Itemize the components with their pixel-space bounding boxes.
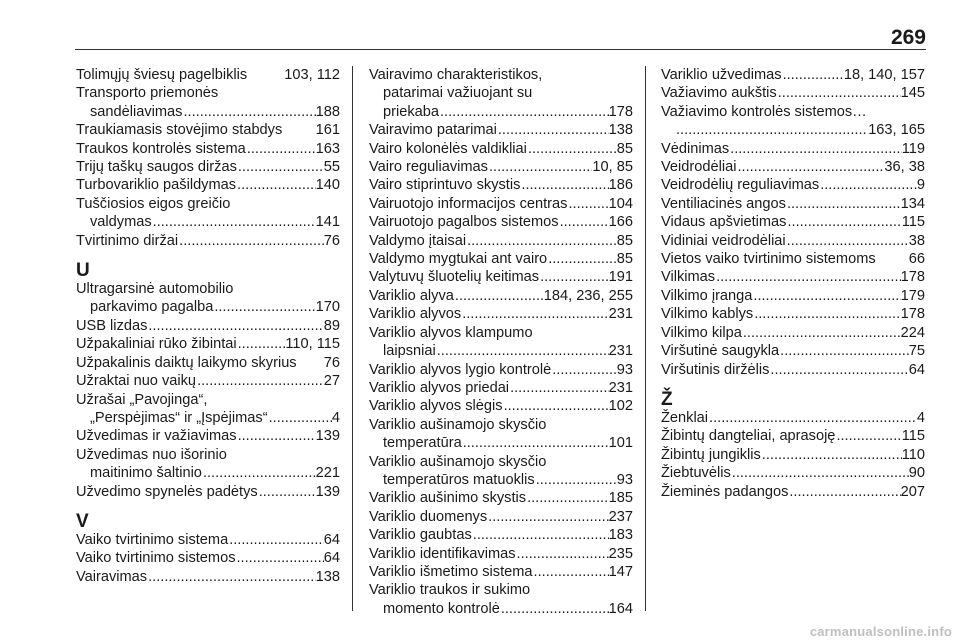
index-entry-term: Užvedimas ir važiavimas [76, 428, 237, 445]
index-entry-term: Variklio alyvos lygio kontrolė [369, 361, 552, 378]
index-entry-pages: 139 [315, 483, 340, 500]
dot-leader [182, 103, 315, 121]
index-entry [661, 268, 925, 286]
index-entry [661, 361, 925, 379]
index-entry-term: Variklio aušinamojo skysčio [369, 416, 547, 433]
index-entry [369, 268, 633, 286]
dot-leader [779, 342, 909, 360]
index-entry [369, 471, 633, 489]
dot-leader [777, 84, 901, 102]
index-entry-term: Užpakaliniai rūko žibintai [76, 336, 237, 353]
index-entry-term: Vairuotojo informacijos centras [369, 195, 568, 212]
index-entry-term: parkavimo pagalba [90, 299, 214, 316]
dot-leader [202, 464, 316, 482]
index-column-2 [369, 66, 633, 618]
index-entry [661, 483, 925, 501]
header-rule [75, 49, 926, 50]
index-entry-term: Tvirtinimo diržai [76, 232, 179, 249]
index-entry-pages: 178 [900, 306, 925, 323]
index-entry-pages: 231 [608, 343, 633, 360]
index-entry-term: Užrašai „Pavojinga“, [76, 391, 208, 408]
index-entry-pages: 231 [608, 306, 633, 323]
index-entry-term: Traukiamasis stovėjimo stabdys [76, 122, 283, 139]
index-entry-pages: 93 [616, 361, 633, 378]
index-column-3 [661, 66, 925, 501]
index-entry-term: momento kontrolė [383, 600, 500, 617]
dot-leader [715, 268, 901, 286]
index-entry-pages: 186 [608, 177, 633, 194]
index-entry [76, 483, 340, 501]
dot-leader [547, 250, 617, 268]
dot-leader [736, 158, 884, 176]
index-entry-term: Vairuotojo pagalbos sistemos [369, 214, 559, 231]
index-entry-term: Vėdinimas [661, 140, 730, 157]
index-entry-pages: 103, 112 [284, 67, 340, 83]
index-entry-term: Užvedimas nuo išorinio [76, 446, 227, 463]
dot-leader [731, 464, 909, 482]
index-entry-pages: 64 [323, 531, 340, 548]
index-letter-heading: V [76, 510, 89, 532]
index-entry [76, 354, 340, 372]
dot-leader [753, 305, 900, 323]
dot-leader [472, 526, 609, 544]
index-entry [369, 361, 633, 379]
index-entry-pages: 4 [331, 409, 340, 426]
dot-leader [436, 342, 609, 360]
index-entry-pages: 10, 85 [592, 159, 633, 176]
index-entry-term: Ventiliacinės angos [661, 195, 786, 212]
index-entry-pages: 38 [908, 232, 925, 249]
index-entry-term: Vairavimo patarimai [369, 122, 497, 139]
index-entry-term: Vairo reguliavimas [369, 159, 488, 176]
dot-leader [462, 434, 609, 452]
index-entry-term: Variklio identifikavimas [369, 545, 516, 562]
index-entry-term: Vaiko tvirtinimo sistemos [76, 550, 236, 567]
dot-leader [729, 140, 902, 158]
index-letter-heading: U [76, 260, 90, 282]
index-entry [369, 508, 633, 526]
index-entry [661, 464, 925, 482]
index-entry [369, 158, 633, 176]
index-entry-term: Vairo kolonėlės valdikliai [369, 140, 527, 157]
dot-leader [237, 158, 324, 176]
dot-leader [535, 471, 617, 489]
dot-leader [466, 232, 617, 250]
index-entry-pages: 89 [323, 317, 340, 334]
index-entry-term: Trijų taškų saugos diržas [76, 159, 237, 176]
index-entry-pages: 119 [901, 140, 925, 157]
index-entry [369, 232, 633, 250]
index-entry-term: Važiavimo aukštis [661, 85, 777, 102]
index-entry-term: Viršutinis diržėlis [661, 361, 770, 378]
index-entry [76, 140, 340, 158]
index-entry-term: priekaba [383, 103, 439, 120]
index-entry [369, 121, 633, 139]
index-entry [76, 464, 340, 482]
index-entry [661, 342, 925, 360]
index-entry [369, 600, 633, 618]
dot-leader [461, 305, 608, 323]
dot-leader [178, 232, 324, 250]
index-entry-term: Variklio aušinamojo skysčio [369, 453, 547, 470]
index-entry-term: Variklio duomenys [369, 508, 488, 525]
index-entry-pages: 139 [315, 428, 340, 445]
index-entry-term: Variklio aušinimo skystis [369, 490, 527, 507]
index-entry [76, 372, 340, 390]
index-entry-term: Vilkimo kablys [661, 306, 754, 323]
index-entry-continuation: patarimai važiuojant su [383, 85, 533, 102]
index-entry-pages: 141 [315, 214, 340, 231]
dot-leader [835, 427, 901, 445]
index-entry-pages: 134 [900, 195, 925, 212]
index-entry-term: Variklio alyva [369, 287, 454, 304]
index-entry-term: Vaiko tvirtinimo sistema [76, 531, 229, 548]
dot-leader [147, 317, 323, 335]
index-entry-term: Žiebtuvėlis [661, 465, 731, 482]
index-entry-pages: 76 [323, 354, 340, 371]
index-entry [369, 140, 633, 158]
dot-leader [236, 549, 324, 567]
index-entry [661, 409, 925, 427]
index-entry-pages: 161 [315, 122, 340, 139]
index-entry-pages: 138 [608, 122, 633, 139]
index-entry-term: valdymas [90, 214, 152, 231]
index-entry-pages: 9 [916, 177, 925, 194]
index-entry [369, 563, 633, 581]
dot-leader [533, 563, 609, 581]
index-entry-pages: 224 [900, 324, 925, 341]
index-entry-pages: 115 [901, 214, 925, 231]
index-entry [661, 305, 925, 323]
index-entry [369, 305, 633, 323]
index-entry-pages: 90 [908, 465, 925, 482]
index-entry [369, 434, 633, 452]
index-entry-term: Ultragarsinė automobilio [76, 281, 234, 298]
dot-leader [152, 213, 316, 231]
index-entry-term: Tuščiosios eigos greičio [76, 195, 231, 212]
index-entry-pages: 140 [315, 177, 340, 194]
index-entry-pages: 102 [608, 398, 633, 415]
index-entry-term: temperatūra [383, 435, 462, 452]
index-entry-term: Valdymo mygtukai ant vairo [369, 251, 548, 268]
index-entry-pages: 85 [616, 140, 633, 157]
index-entry-pages: 145 [900, 85, 925, 102]
index-entry-pages: 191 [608, 269, 633, 286]
index-entry-term: Veidrodėliai [661, 159, 737, 176]
index-entry [76, 232, 340, 250]
dot-leader [527, 140, 617, 158]
index-entry-term: Variklio alyvos priedai [369, 379, 510, 396]
index-entry-pages: 18, 140, 157 [843, 67, 925, 83]
index-entry-term: Vairavimas [76, 568, 148, 585]
index-entry-pages: 110 [901, 446, 925, 463]
index-entry [76, 317, 340, 335]
index-entry-term: Užvedimo spynelės padėtys [76, 483, 258, 500]
dot-leader [551, 361, 617, 379]
index-entry-term: Vairavimo charakteristikos, [369, 67, 543, 83]
index-entry-term: USB lizdas [76, 317, 148, 334]
index-entry-pages: 101 [608, 435, 633, 452]
index-entry-term: Vilkimo įranga [661, 287, 753, 304]
dot-leader [488, 158, 592, 176]
dot-leader [268, 409, 332, 427]
dot-leader [708, 409, 917, 427]
dot-leader [761, 446, 902, 464]
index-entry-term: Vidaus apšvietimas [661, 214, 787, 231]
index-entry [369, 250, 633, 268]
dot-leader [539, 268, 609, 286]
index-entry [661, 287, 925, 305]
column-divider [352, 66, 353, 611]
dot-leader [503, 397, 609, 415]
index-entry-term: Tolimųjų šviesų pagelbiklis [76, 67, 248, 83]
index-entry-term: Ženklai [661, 409, 709, 426]
dot-leader [497, 121, 609, 139]
index-entry [76, 158, 340, 176]
index-entry-pages: 235 [608, 545, 633, 562]
index-entry [661, 176, 925, 194]
index-entry-pages: 75 [908, 343, 925, 360]
index-entry [661, 324, 925, 342]
index-entry [76, 176, 340, 194]
index-entry [661, 121, 925, 139]
page-number: 269 [890, 26, 926, 49]
index-entry [76, 409, 340, 427]
index-entry-pages: 4 [916, 409, 925, 426]
index-entry [76, 427, 340, 445]
index-entry-term: Variklio gaubtas [369, 527, 472, 544]
index-entry [661, 66, 925, 84]
index-entry [369, 397, 633, 415]
index-entry-term: Valytuvų šluotelių keitimas [369, 269, 540, 286]
index-letter-heading: Ž [661, 388, 673, 410]
index-entry [369, 526, 633, 544]
index-entry [369, 176, 633, 194]
index-entry [76, 213, 340, 231]
index-entry-pages: 179 [900, 287, 925, 304]
index-entry-term: Vidiniai veidrodėliai [661, 232, 786, 249]
index-entry [661, 158, 925, 176]
index-entry-term: Užpakalinis daiktų laikymo skyrius [76, 354, 297, 371]
index-entry [369, 103, 633, 121]
index-entry-pages: 221 [315, 465, 340, 482]
dot-leader [675, 121, 868, 139]
index-entry [76, 121, 340, 139]
dot-leader [742, 324, 901, 342]
index-entry-term: sandėliavimas [90, 103, 183, 120]
column-divider [645, 66, 646, 611]
dot-leader [769, 361, 908, 379]
dot-leader [509, 379, 609, 397]
dot-leader [516, 545, 609, 563]
index-entry-pages: 163, 165 [868, 122, 925, 139]
dot-leader [752, 287, 900, 305]
dot-leader [236, 176, 316, 194]
index-entry-pages: 188 [315, 103, 340, 120]
index-entry [369, 287, 633, 305]
dot-leader [520, 176, 608, 194]
watermark: carmanualsonline.info [809, 624, 952, 639]
index-entry-pages: 115 [901, 428, 925, 445]
dot-leader [237, 335, 286, 353]
dot-leader [819, 176, 917, 194]
index-entry-pages: 36, 38 [884, 159, 925, 176]
index-entry-pages: 85 [616, 251, 633, 268]
index-entry [369, 195, 633, 213]
index-entry-term: Važiavimo kontrolės sistemos… [661, 103, 867, 120]
index-entry [76, 549, 340, 567]
index-entry [661, 84, 925, 102]
dot-leader [786, 232, 909, 250]
index-entry-pages: 66 [908, 251, 925, 268]
dot-leader [782, 66, 844, 84]
index-entry-pages: 55 [323, 159, 340, 176]
dot-leader [786, 195, 901, 213]
index-column-1 [76, 66, 340, 586]
index-entry-pages: 76 [323, 232, 340, 249]
index-entry-pages: 27 [323, 373, 340, 390]
index-entry-pages: 138 [315, 568, 340, 585]
index-entry [661, 446, 925, 464]
index-entry [661, 250, 925, 268]
dot-leader [559, 213, 609, 231]
index-entry-term: Variklio alyvos [369, 306, 462, 323]
index-entry-pages: 85 [616, 232, 633, 249]
index-entry-pages: 183 [608, 527, 633, 544]
index-entry [369, 379, 633, 397]
dot-leader [788, 483, 900, 501]
index-entry-term: Variklio alyvos slėgis [369, 398, 503, 415]
index-entry-pages: 147 [608, 563, 633, 580]
index-entry [76, 103, 340, 121]
index-entry-term: Traukos kontrolės sistema [76, 140, 246, 157]
index-entry [369, 489, 633, 507]
index-entry-term: Viršutinė saugykla [661, 343, 780, 360]
index-entry-term: Žieminės padangos [661, 483, 789, 500]
index-entry-term: temperatūros matuoklis [383, 471, 535, 488]
index-entry-pages: 178 [608, 103, 633, 120]
index-entry-pages: 64 [323, 550, 340, 567]
index-entry-term: Valdymo įtaisai [369, 232, 467, 249]
index-entry-pages: 164 [608, 600, 633, 617]
dot-leader [454, 287, 544, 305]
index-entry-term: Užraktai nuo vaikų [76, 373, 197, 390]
dot-leader [439, 103, 609, 121]
index-entry-term: Vilkimo kilpa [661, 324, 742, 341]
index-entry-pages: 231 [608, 379, 633, 396]
index-entry-pages: 184, 236, 255 [543, 287, 633, 304]
index-entry-pages: 178 [900, 269, 925, 286]
dot-leader [567, 195, 608, 213]
dot-leader [500, 600, 609, 618]
index-entry [369, 213, 633, 231]
index-entry [76, 298, 340, 316]
index-entry-term: Vietos vaiko tvirtinimo sistemoms [661, 251, 876, 268]
dot-leader [237, 427, 316, 445]
index-entry-pages: 163 [315, 140, 340, 157]
index-entry-pages: 185 [608, 490, 633, 507]
index-entry [76, 66, 340, 84]
index-entry-term: Veidrodėlių reguliavimas [661, 177, 820, 194]
dot-leader [228, 531, 324, 549]
index-entry-pages: 207 [900, 483, 925, 500]
index-entry-term: Variklio išmetimo sistema [369, 563, 533, 580]
index-entry-term: laipsniai [383, 343, 436, 360]
index-entry [369, 342, 633, 360]
index-entry [76, 568, 340, 586]
index-entry-pages: 64 [908, 361, 925, 378]
index-entry-term: Variklio traukos ir sukimo [369, 582, 531, 599]
dot-leader [147, 568, 316, 586]
dot-leader [213, 298, 315, 316]
index-entry-pages: 110, 115 [285, 336, 340, 353]
index-entry-term: Žibintų dangteliai, aprasoję [661, 428, 836, 445]
index-entry [661, 232, 925, 250]
dot-leader [196, 372, 324, 390]
index-entry-term: Žibintų jungiklis [661, 446, 761, 463]
index-entry-term: „Perspėjimas“ ir „Įspėjimas“ [90, 409, 268, 426]
dot-leader [786, 213, 901, 231]
index-entry [661, 427, 925, 445]
index-entry-term: maitinimo šaltinio [90, 465, 202, 482]
dot-leader [246, 140, 316, 158]
index-entry-pages: 166 [608, 214, 633, 231]
index-entry [661, 195, 925, 213]
index-entry-pages: 104 [608, 195, 633, 212]
dot-leader [526, 489, 609, 507]
index-entry-pages: 237 [608, 508, 633, 525]
index-entry [661, 213, 925, 231]
dot-leader [258, 483, 316, 501]
index-entry-term: Transporto priemonės [76, 85, 219, 102]
index-entry [661, 140, 925, 158]
index-entry-term: Variklio užvedimas [661, 67, 782, 83]
index-entry-term: Variklio alyvos klampumo [369, 324, 533, 341]
index-entry-term: Turbovariklio pašildymas [76, 177, 237, 194]
index-entry [76, 531, 340, 549]
index-entry-pages: 170 [315, 299, 340, 316]
index-entry [369, 545, 633, 563]
index-entry-pages: 93 [616, 471, 633, 488]
index-entry [76, 335, 340, 353]
index-entry-term: Vairo stiprintuvo skystis [369, 177, 521, 194]
index-entry-term: Vilkimas [661, 269, 716, 286]
dot-leader [487, 508, 608, 526]
